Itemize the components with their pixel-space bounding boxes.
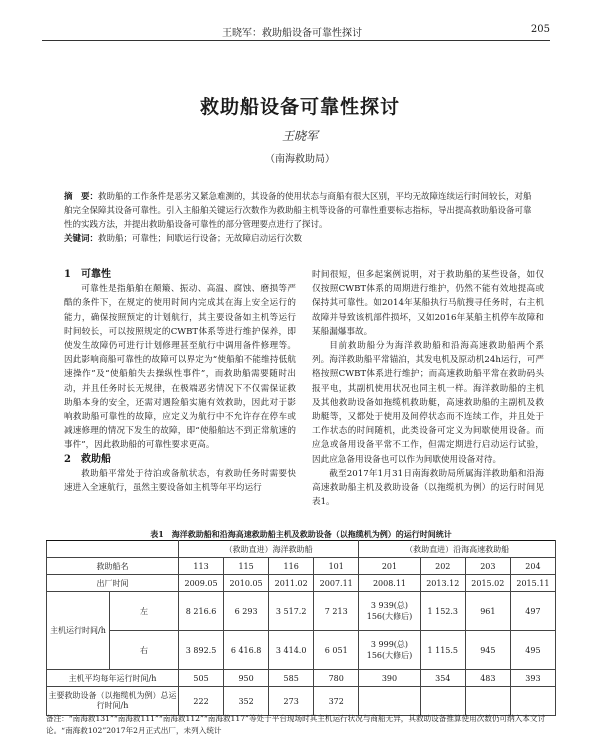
table-cell: 3 517.2	[269, 592, 314, 631]
table-cell: 3 999(总) 156(大修后)	[359, 631, 420, 670]
table-note: 备注：“南海救131”“南海救111”“南海救112”“南海救117”等处于平台现场时其主机运行状况与商船无异，其救助设备推算使用次数仍可纳入本文讨论。“南海救102”2017年2月正式出厂，未列入统计	[46, 714, 546, 735]
table-cell: 352	[224, 687, 269, 716]
table-cell: 495	[510, 631, 555, 670]
running-title: 王晓军：救助船设备可靠性探讨	[222, 28, 362, 39]
table-group-row	[47, 541, 556, 558]
table-cell: 6 416.8	[224, 631, 269, 670]
table-cell: 3 939(总) 156(大修后)	[359, 592, 420, 631]
table-cell	[465, 687, 510, 716]
side-left: 左	[110, 592, 179, 631]
table-cell: 483	[465, 670, 510, 687]
group-coastal: （救助直进）沿海高速救助船	[359, 541, 556, 558]
table-cell: 101	[314, 558, 359, 575]
table-cell: 2015.02	[465, 575, 510, 592]
table-cell: 6 293	[224, 592, 269, 631]
table-cell: 2010.05	[224, 575, 269, 592]
table-cell: 2015.11	[510, 575, 555, 592]
running-header	[42, 22, 550, 41]
table-cell: 393	[510, 670, 555, 687]
table-cell: 6 051	[314, 631, 359, 670]
table-cell: 113	[179, 558, 224, 575]
left-column	[64, 268, 296, 495]
table-cell: 945	[465, 631, 510, 670]
table-cell: 961	[465, 592, 510, 631]
abstract-block	[64, 190, 536, 246]
abstract-label: 摘 要：	[64, 192, 99, 202]
table-cell: 2007.11	[314, 575, 359, 592]
abstract-text: 救助船的工作条件是恶劣又紧急难测的，其设备的使用状态与商船有很大区别，平均无故障连续运行时间较长，对船舶完全保障其设备可靠性。引入主船舶关键运行次数作为救助船主机等设备的可靠性重要标志指标，导出提高救助船设备可靠性的实践方法，并提出救助船设备可靠性的部分管理要点进行了探讨。	[64, 192, 532, 230]
table-cell: 204	[510, 558, 555, 575]
table-cell: 505	[179, 670, 224, 687]
table-row-right-main	[47, 631, 556, 670]
table-cell: 372	[314, 687, 359, 716]
page-number: 205	[530, 24, 550, 35]
table-cell	[510, 687, 555, 716]
row-label-names: 救助船名	[47, 558, 179, 575]
table-cell: 497	[510, 592, 555, 631]
table-cell: 780	[314, 670, 359, 687]
table-corner	[47, 541, 179, 558]
table-cell	[420, 687, 465, 716]
right-paragraph-2: 目前救助船分为海洋救助船和沿海高速救助船两个系列。海洋救助船平常锚泊，其发电机及原动机24h运行，可严格按照CWBT体系进行维护；而高速救助船平常在救助码头报平电，其副机使用状况也同主机一样。海洋救助船的主机及其他救助设备如拖缆机救助艇，高速救助船的主副机及救助艇等，又都处于使用及间停状态而不连续工作，并且处于工作状态的时间随机，此类设备可定义为间歇使用设备。而应急或备用设备平常不工作，但需定期进行启动运行试验，因此应急备用设备也可以作为间歇使用设备对待。	[312, 341, 544, 465]
section-2-heading: 2 救助船	[64, 453, 111, 465]
section-1-paragraph: 可靠性是指船舶在颠簸、振动、高温、腐蚀、磨损等严酷的条件下，在规定的使用时间内完成其在海上安全运行的能力，确保按照预定的计划航行，其主要设备如主机等运行时间较长，可以按照规定的CWBT体系等进行维护保养，即使发生故障仍可进行计划修理甚至航行中调用备件修理等。因此影响商船可靠性的故障可以界定为“使船舶不能维持低航速操作”及“使船舶失去操纵性事件”，而救助船需要随时出动，并且任务时长无规律，在极端恶劣情况下不仅需保证救助船本身的安全，还需对遇险船实施有效救助，因此对于影响救助船可靠性的故障，应定义为航行中不允许存在停车或减速修理的情况下发生的故障，即“使船舶达不到正常航速的事件”，因此救助船的可靠性要求更高。	[64, 284, 296, 451]
table-cell: 3 892.5	[179, 631, 224, 670]
row-label-avg: 主机平均每年运行时间/h	[47, 670, 179, 687]
table-caption: 表1 海洋救助船和沿海高速救助船主机及救助设备（以拖缆机为例）的运行时间统计	[150, 529, 452, 539]
group-ocean: （救助直进）海洋救助船	[179, 541, 359, 558]
section-2-paragraph: 救助船平常处于待泊或备航状态，有救助任务时需要快速进入全速航行，虽然主要设备如主机等年平均运行	[64, 468, 296, 494]
table-cell: 115	[224, 558, 269, 575]
right-paragraph-3: 截至2017年1月31日南海救助局所属海洋救助船和沿海高速救助船主机及救助设备（以拖缆机为例）的运行时间见表1。	[312, 468, 544, 508]
table-cell: 201	[359, 558, 420, 575]
paper-title: 救助船设备可靠性探讨	[199, 96, 400, 118]
right-paragraph-1: 时间很短，但多起案例说明，对于救助船的某些设备，如仅仅按照CWBT体系的周期进行维护，仍然不能有效地提高或保持其可靠性。如2014年某船执行马航搜寻任务时，右主机故障并导致该机部件损坏，又如2016年某船主机停车故障和某船漏爆事故。	[312, 270, 544, 337]
table-cell: 1 115.5	[420, 631, 465, 670]
row-label-rescue: 主要救助设备（以拖缆机为例）总运行时间/h	[47, 687, 179, 716]
side-right: 右	[110, 631, 179, 670]
table-cell: 2011.02	[269, 575, 314, 592]
table-row-left-main	[47, 592, 556, 631]
row-label-dates: 出厂时间	[47, 575, 179, 592]
table-cell: 116	[269, 558, 314, 575]
section-1-heading: 1 可靠性	[64, 269, 111, 280]
table-cell: 8 216.6	[179, 592, 224, 631]
table-cell: 203	[465, 558, 510, 575]
table-row-names	[47, 558, 556, 575]
author: 王晓军	[281, 129, 318, 143]
table-cell: 2013.12	[420, 575, 465, 592]
table-row-rescue	[47, 687, 556, 716]
table-cell: 585	[269, 670, 314, 687]
table-cell: 390	[359, 670, 420, 687]
affiliation: （南海救助局）	[265, 154, 335, 165]
table-cell: 202	[420, 558, 465, 575]
table-row-dates	[47, 575, 556, 592]
table-cell	[359, 687, 420, 716]
table-cell: 273	[269, 687, 314, 716]
table-cell: 2009.05	[179, 575, 224, 592]
table-cell: 354	[420, 670, 465, 687]
runtime-table	[46, 540, 556, 716]
table-cell: 950	[224, 670, 269, 687]
row-label-main: 主机运行时间/h	[47, 592, 110, 670]
table-cell: 1 152.3	[420, 592, 465, 631]
keywords-text: 救助船；可靠性；间歇运行设备；无故障启动运行次数	[98, 234, 303, 244]
table-cell: 2008.11	[359, 575, 420, 592]
table-cell: 3 414.0	[269, 631, 314, 670]
table-cell: 222	[179, 687, 224, 716]
keywords-label: 关键词：	[64, 234, 99, 244]
table-cell: 7 213	[314, 592, 359, 631]
table-row-avg	[47, 670, 556, 687]
right-column	[312, 268, 544, 509]
